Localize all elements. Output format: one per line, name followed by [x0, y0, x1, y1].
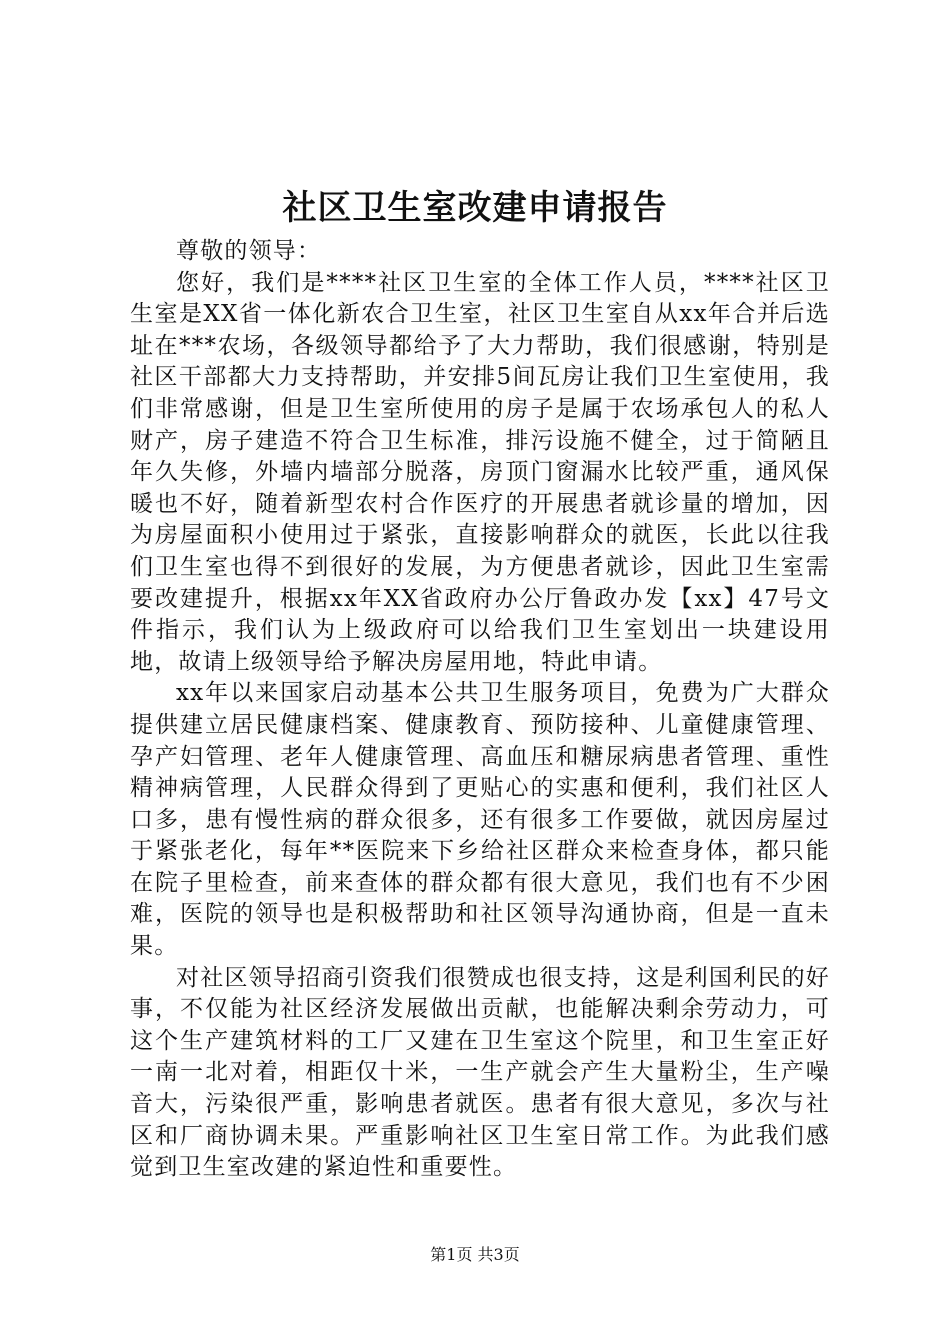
body-paragraph-1: 您好，我们是****社区卫生室的全体工作人员，****社区卫生室是XX省一体化新农合卫生室，社区卫生室自从xx年合并后选址在***农场，各级领导都给予了大力帮助，我们很感谢，特别是社区干部都大力支持帮助，并安排5间瓦房让我们卫生室使用，我们非常感谢，但是卫生室所使用的房子是属于农场承包人的私人财产，房子建造不符合卫生标准，排污设施不健全，过于简陋且年久失修，外墙内墙部分脱落，房顶门窗漏水比较严重，通风保暖也不好，随着新型农村合作医疗的开展患者就诊量的增加，因为房屋面积小使用过于紧张，直接影响群众的就医，长此以往我们卫生室也得不到很好的发展，为方便患者就诊，因此卫生室需要改建提升，根据xx年XX省政府办公厅鲁政办发【xx】47号文件指示，我们认为上级政府可以给我们卫生室划出一块建设用地，故请上级领导给予解决房屋用地，特此申请。: [130, 269, 830, 675]
document-title: 社区卫生室改建申请报告: [282, 188, 668, 228]
document-body: [130, 236, 830, 1184]
page-footer: 第1页 共3页: [430, 1245, 520, 1264]
body-paragraph-2: xx年以来国家启动基本公共卫生服务项目，免费为广大群众提供建立居民健康档案、健康教育、预防接种、儿童健康管理、孕产妇管理、老年人健康管理、高血压和糖尿病患者管理、重性精神病管理，人民群众得到了更贴心的实惠和便利，我们社区人口多，患有慢性病的群众很多，还有很多工作要做，就因房屋过于紧张老化，每年**医院来下乡给社区群众来检查身体，都只能在院子里检查，前来查体的群众都有很大意见，我们也有不少困难，医院的领导也是积极帮助和社区领导沟通协商，但是一直未果。: [130, 680, 830, 960]
body-paragraph-3: 对社区领导招商引资我们很赞成也很支持，这是利国利民的好事，不仅能为社区经济发展做出贡献，也能解决剩余劳动力，可这个生产建筑材料的工厂又建在卫生室这个院里，和卫生室正好一南一北对着，相距仅十米，一生产就会产生大量粉尘，生产噪音大，污染很严重，影响患者就医。患者有很大意见，多次与社区和厂商协调未果。严重影响社区卫生室日常工作。为此我们感觉到卫生室改建的紧迫性和重要性。: [130, 964, 830, 1181]
salutation: 尊敬的领导：: [176, 238, 322, 264]
